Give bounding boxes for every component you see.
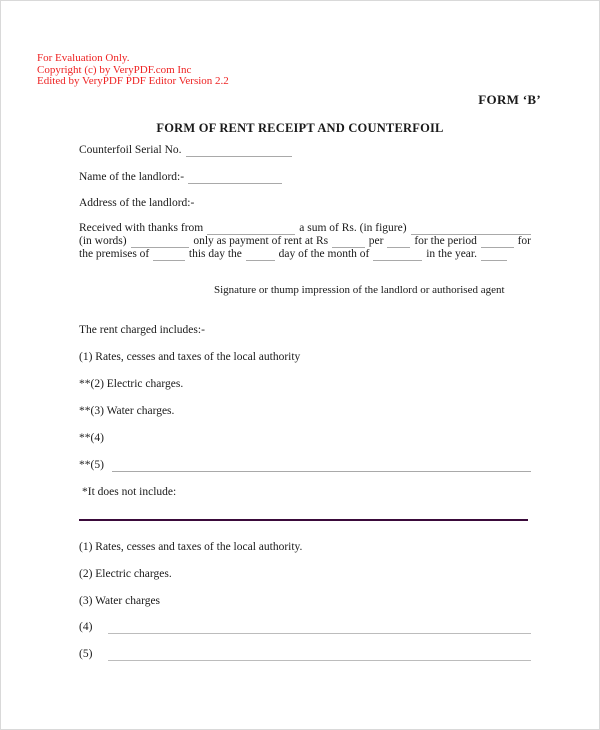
for-label: for <box>517 235 532 247</box>
received-row-3 <box>79 248 507 261</box>
includes-item-4: **(4) <box>79 432 104 444</box>
excludes-item-3: (3) Water charges <box>79 595 161 607</box>
month-of-label: day of the month of <box>278 248 370 260</box>
includes-item-5-blank <box>112 460 531 472</box>
in-words-blank <box>131 236 190 248</box>
this-day-label: this day the <box>188 248 242 260</box>
evaluation-watermark <box>37 53 229 88</box>
watermark-line-2: Copyright (c) by VeryPDF.com Inc <box>37 63 192 76</box>
page-title: FORM OF RENT RECEIPT AND COUNTERFOIL <box>156 121 444 135</box>
for-the-period-label: for the period <box>414 235 477 247</box>
excludes-item-5-blank <box>108 649 531 661</box>
counterfoil-serial-blank <box>186 145 292 157</box>
payment-of-rent-label: only as payment of rent at Rs <box>193 235 329 247</box>
includes-item-2: **(2) Electric charges. <box>79 378 184 390</box>
landlord-address-row <box>79 197 531 210</box>
counterfoil-serial-row <box>79 144 531 157</box>
period-blank <box>481 236 514 248</box>
does-not-include-note: *It does not include: <box>82 486 177 498</box>
received-row-2 <box>79 235 531 248</box>
counterfoil-serial-label: Counterfoil Serial No. <box>79 144 182 156</box>
rent-amount-blank <box>332 236 365 248</box>
sum-in-figure-blank <box>411 223 531 235</box>
watermark-line-1: For Evaluation Only. <box>37 52 130 64</box>
day-blank <box>246 249 275 261</box>
received-from-label: Received with thanks from <box>79 222 204 234</box>
landlord-name-label: Name of the landlord:- <box>79 171 185 183</box>
rent-includes-heading: The rent charged includes:- <box>79 324 205 336</box>
excludes-item-5-row <box>79 648 531 661</box>
landlord-address-label: Address of the landlord:- <box>79 197 195 209</box>
includes-item-5-row <box>79 459 531 472</box>
signature-caption: Signature or thump impression of the landlord or authorised agent <box>214 284 505 296</box>
per-label: per <box>368 235 384 247</box>
in-words-label: (in words) <box>79 235 127 247</box>
landlord-name-blank <box>188 172 282 184</box>
month-blank <box>373 249 422 261</box>
premises-blank <box>153 249 185 261</box>
landlord-name-row <box>79 171 531 184</box>
watermark-line-3: Edited by VeryPDF PDF Editor Version 2.2 <box>37 75 229 87</box>
excludes-item-5-label: (5) <box>79 648 93 660</box>
includes-item-5-label: **(5) <box>79 459 104 471</box>
excludes-item-4-blank <box>108 622 531 634</box>
includes-item-1: (1) Rates, cesses and taxes of the local authority <box>79 351 301 363</box>
premises-of-label: the premises of <box>79 248 150 260</box>
excludes-item-4-label: (4) <box>79 621 93 633</box>
per-blank <box>387 236 410 248</box>
excludes-item-4-row <box>79 621 531 634</box>
received-from-blank <box>207 223 295 235</box>
received-row-1 <box>79 222 531 235</box>
form-b-label: FORM ‘B’ <box>478 92 541 107</box>
excludes-item-2: (2) Electric charges. <box>79 568 172 580</box>
section-divider <box>79 519 528 521</box>
sum-in-figure-label: a sum of Rs. (in figure) <box>299 222 407 234</box>
year-blank <box>481 249 507 261</box>
excludes-item-1: (1) Rates, cesses and taxes of the local authority. <box>79 541 303 553</box>
includes-item-3: **(3) Water charges. <box>79 405 175 417</box>
in-the-year-label: in the year. <box>426 248 477 260</box>
